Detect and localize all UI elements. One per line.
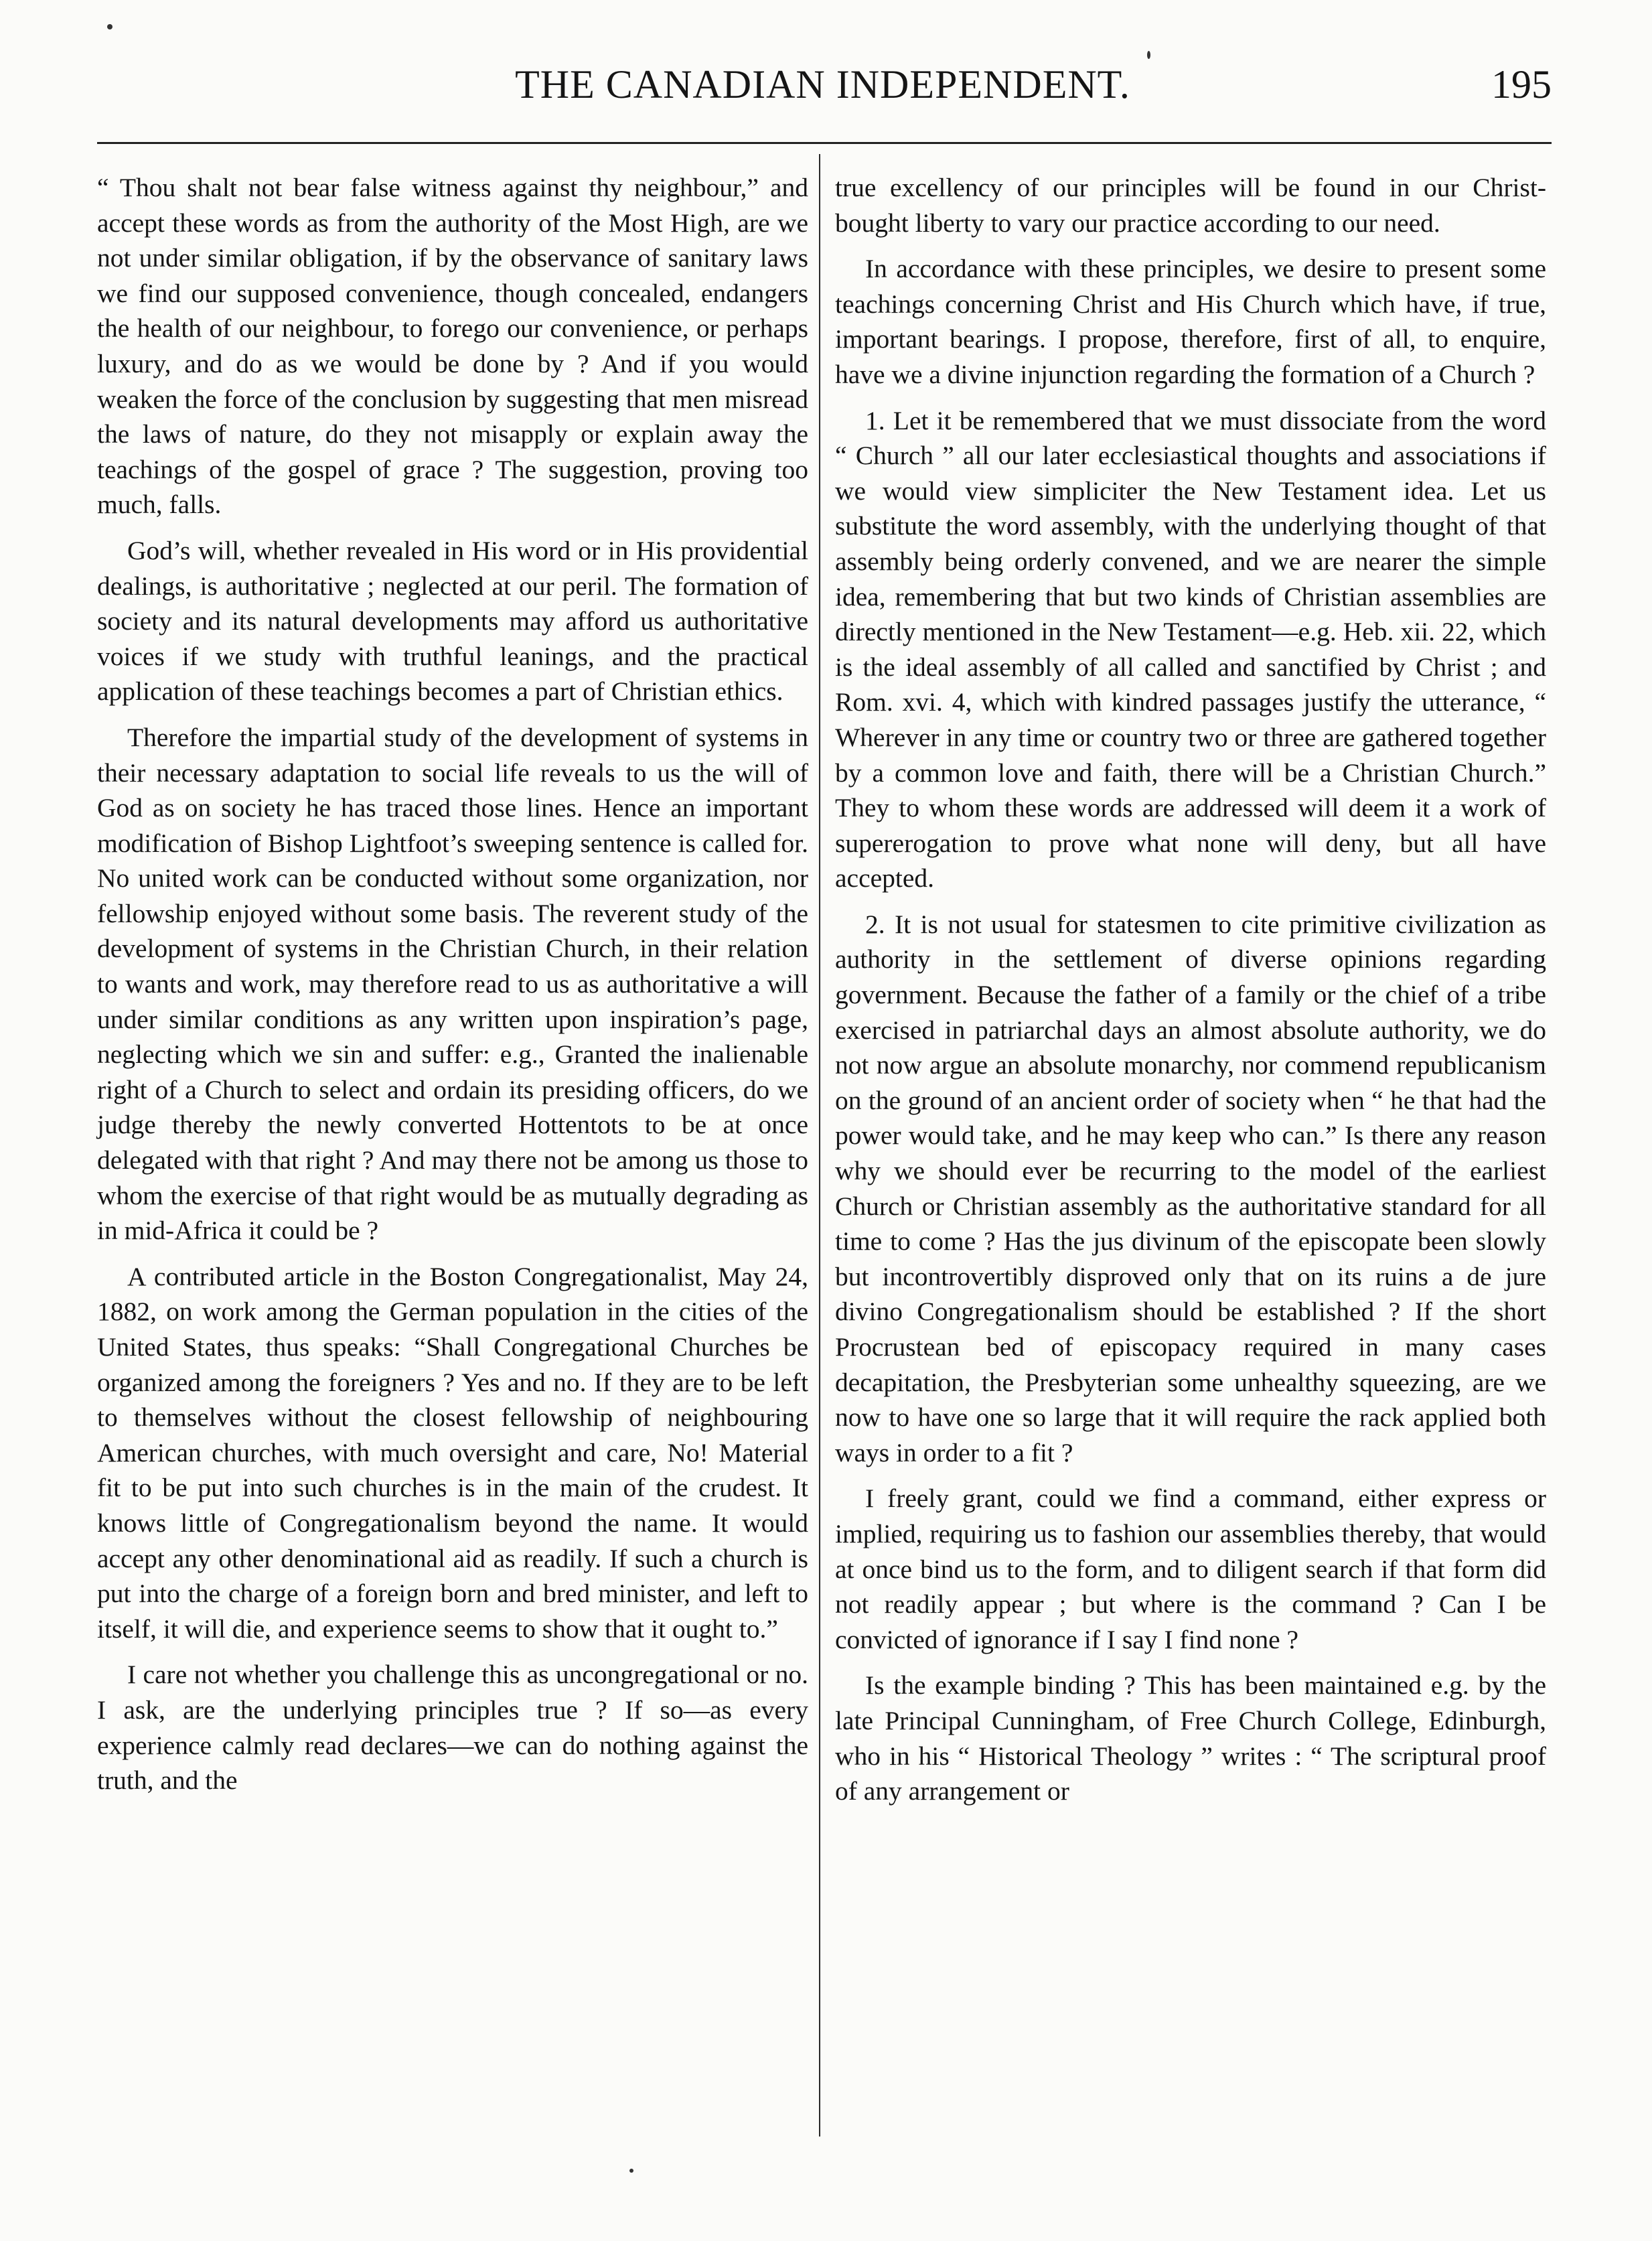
paragraph: 2. It is not usual for statesmen to cite primitive civilization as authority in the settlement of diverse opinions regarding government. Because the father of a family or the chief of a tribe exercised in patriarchal days an almost absolute authority, we do not now argue an absolute monarchy, nor commend republicanism on the ground of an ancient order of society when “ he that had the power would take, and he may keep who can.” Is there any reason why we should ever be recurring to the model of the earliest Church or Christian assembly as the authoritative standard for all time to come ? Has the jus divinum of the episcopate been slowly but incontrovertibly disproved only that on its ruins a de jure divino Congregationalism should be established ? If the short Procrustean bed of episcopacy required in many cases decapitation, the Presbyterian some unhealthy squeezing, are we now to have one so large that it will require the rack applied both ways in order to a fit ? <box>835 909 1546 1467</box>
print-speck <box>629 2169 633 2173</box>
left-column <box>97 170 808 1809</box>
paragraph: “ Thou shalt not bear false witness against thy neighbour,” and accept these words as from the authority of the Most High, are we not under similar obligation, if by the observance of sanitary laws we find our supposed convenience, though concealed, endangers the health of our neighbour, to forego our convenience, or perhaps luxury, and do as we would be done by ? And if you would weaken the force of the conclusion by suggesting that men misread the laws of nature, do they not misapply or explain away the teachings of the gospel of grace ? The suggestion, proving too much, falls. <box>97 173 808 520</box>
header-rule <box>97 142 1552 144</box>
paragraph: A contributed article in the Boston Congregationalist, May 24, 1882, on work among the German population in the cities of the United States, thus speaks: “Shall Congregational Churches be organized among the foreigners ? Yes and no. If they are to be left to themselves without the closest fellowship of neighbouring American churches, with much oversight and care, No! Material fit to be put into such churches is in the main of the crudest. It knows little of Congregationalism beyond the name. It would accept any other denominational aid as readily. If such a church is put into the charge of a foreign born and bred minister, and left to itself, it will die, and experience seems to show that it ought to.” <box>97 1261 808 1644</box>
paragraph: In accordance with these principles, we desire to present some teachings concerning Christ and His Church which have, if true, important bearings. I propose, therefore, first of all, to enquire, have we a divine injunction regarding the formation of a Church ? <box>835 254 1546 389</box>
running-head <box>94 62 1552 122</box>
paragraph: God’s will, whether revealed in His word or in His providential dealings, is authoritative ; neglected at our peril. The formation of society and its natural developments may afford us authoritative voices if we study with truthful leanings, and the practical application of these teachings becomes a part of Christian ethics. <box>97 535 808 707</box>
right-column <box>835 170 1546 1820</box>
paragraph: I freely grant, could we find a command, either express or implied, requiring us to fashion our assemblies thereby, that would at once bind us to the form, and to diligent search if that form did not readily appear ; but where is the command ? Can I be convicted of ignorance if I say I find none ? <box>835 1484 1546 1654</box>
paragraph: Is the example binding ? This has been maintained e.g. by the late Principal Cunningham, of Free Church College, Edinburgh, who in his “ Historical Theology ” writes : “ The scriptural proof of any arrangement or <box>835 1670 1546 1806</box>
paragraph: true excellency of our principles will be found in our Christ-bought liberty to vary our practice according to our need. <box>835 173 1546 238</box>
print-speck <box>107 24 112 29</box>
journal-title: THE CANADIAN INDEPENDENT. <box>515 62 1130 106</box>
column-divider <box>819 154 820 2137</box>
paragraph: I care not whether you challenge this as uncongregational or no. I ask, are the underlying principles true ? If so—as every experience calmly read declares—we can do nothing against the truth, and the <box>97 1660 808 1796</box>
print-speck <box>1147 51 1150 59</box>
paragraph: 1. Let it be remembered that we must dissociate from the word “ Church ” all our later ecclesiastical thoughts and associations if we would view simpliciter the New Testament idea. Let us substitute the word assembly, with the underlying thought of that assembly being orderly convened, and we are nearer the simple idea, remembering that but two kinds of Christian assemblies are directly mentioned in the New Testament—e.g. Heb. xii. 22, which is the ideal assembly of all called and sanctified by Christ ; and Rom. xvi. 4, which with kindred passages justify the utterance, “ Wherever in any time or country two or three are gathered together by a common love and faith, there will be a Christian Church.” They to whom these words are addressed will deem it a work of supererogation to prove what none will deny, but all have accepted. <box>835 405 1546 893</box>
paragraph: Therefore the impartial study of the development of systems in their necessary adaptation to social life reveals to us the will of God as on society he has traced those lines. Hence an important modification of Bishop Lightfoot’s sweeping sentence is called for. No united work can be conducted without some organization, nor fellowship enjoyed without some basis. The reverent study of the development of systems in the Christian Church, in their relation to wants and work, may therefore read to us as authoritative a will under similar conditions as any written upon inspiration’s page, neglecting which we sin and suffer: e.g., Granted the inalienable right of a Church to select and ordain its presiding officers, do we judge thereby the newly converted Hottentots to be at once delegated with that right ? And may there not be among us those to whom the exercise of that right would be as mutually degrading as in mid-Africa it could be ? <box>97 722 808 1246</box>
page-number: 195 <box>1491 62 1552 106</box>
